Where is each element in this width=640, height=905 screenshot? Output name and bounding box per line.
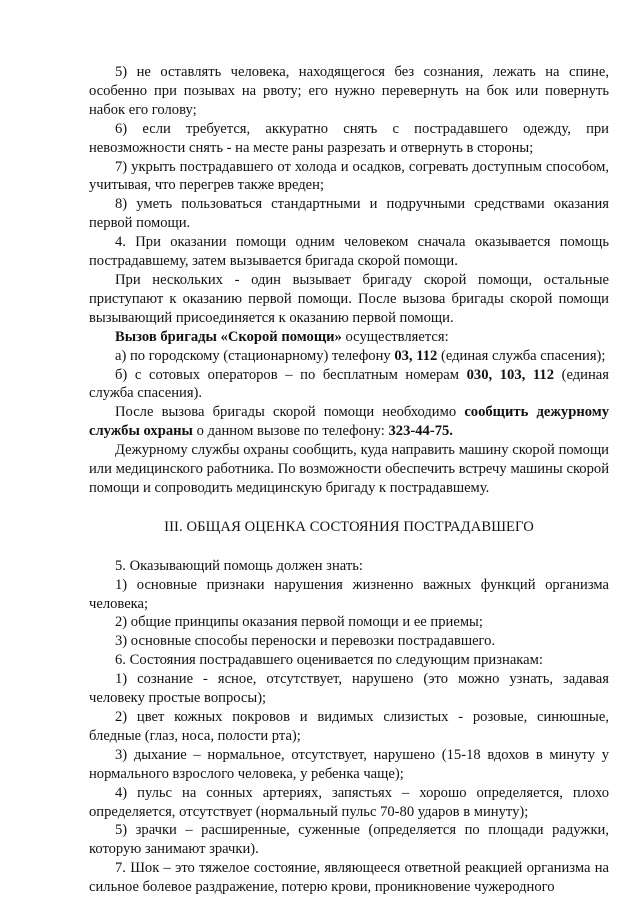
paragraph: 3) дыхание – нормальное, отсутствует, нарушено (15-18 вдохов в минуту у нормального взрослого человека, у ребенка чаще); <box>89 746 609 782</box>
call-city-paragraph <box>89 347 609 366</box>
report-text: После вызова бригады скорой помощи необходимо <box>115 404 465 421</box>
report-phone: 323-44-75. <box>388 423 453 440</box>
paragraph: 2) общие принципы оказания первой помощи и ее приемы; <box>115 614 483 631</box>
document-page <box>89 63 609 897</box>
call-intro-bold: Вызов бригады «Скорой помощи» <box>115 328 342 345</box>
paragraph: 5) не оставлять человека, находящегося без сознания, лежать на спине, особенно при позывах на рвоту; его нужно перевернуть на бок или повернуть набок его голову; <box>89 64 609 118</box>
paragraph: 5. Оказывающий помощь должен знать: <box>115 557 363 574</box>
call-city-text: а) по городскому (стационарному) телефону <box>115 347 395 364</box>
paragraph: 6. Состояния пострадавшего оценивается по следующим признакам: <box>115 652 543 669</box>
call-city-text-end: (единая служба спасения); <box>437 347 606 364</box>
call-mobile-text-end: (единая служба спасения). <box>89 366 609 402</box>
report-paragraph <box>89 403 609 441</box>
paragraph: 8) уметь пользоваться стандартными и подручными средствами оказания первой помощи. <box>89 196 609 232</box>
paragraph: 7) укрыть пострадавшего от холода и осадков, согревать доступным способом, учитывая, что перегрев также вреден; <box>89 158 609 194</box>
paragraph: 4. При оказании помощи одним человеком сначала оказывается помощь пострадавшему, затем вызывается бригада скорой помощи. <box>89 234 609 270</box>
paragraph: 3) основные способы переноски и перевозки пострадавшего. <box>115 633 496 650</box>
report-text-middle: о данном вызове по телефону: <box>192 423 389 440</box>
call-city-numbers: 03, 112 <box>394 347 438 364</box>
call-intro-paragraph <box>89 328 609 347</box>
paragraph: 5) зрачки – расширенные, суженные (определяется по площади радужки, которую занимают зрачки). <box>89 822 609 858</box>
section-heading: III. ОБЩАЯ ОЦЕНКА СОСТОЯНИЯ ПОСТРАДАВШЕГО <box>164 518 534 535</box>
paragraph: 1) основные признаки нарушения жизненно важных функций организма человека; <box>89 576 609 612</box>
paragraph: 4) пульс на сонных артериях, запястьях – хорошо определяется, плохо определяется, отсутствует (нормальный пульс 70-80 ударов в минуту); <box>89 784 609 820</box>
call-mobile-text: б) с сотовых операторов – по бесплатным номерам <box>115 366 467 383</box>
paragraph: 1) сознание - ясное, отсутствует, нарушено (это можно узнать, задавая человеку простые вопросы); <box>89 671 609 707</box>
report-bold: сообщить дежурному службы охраны <box>89 404 609 440</box>
paragraph: При нескольких - один вызывает бригаду скорой помощи, остальные приступают к оказанию первой помощи. После вызова бригады скорой помощи вызывающий присоединяется к оказанию первой помощи. <box>89 271 609 326</box>
paragraph: 7. Шок – это тяжелое состояние, являющееся ответной реакцией организма на сильное болевое раздражение, потерю крови, проникновение чужеродного <box>89 860 609 896</box>
call-mobile-numbers: 030, 103, 112 <box>466 366 554 383</box>
call-intro-rest: осуществляется: <box>341 328 449 345</box>
paragraph: Дежурному службы охраны сообщить, куда направить машину скорой помощи или медицинского работника. По возможности обеспечить встречу машины скорой помощи и сопроводить медицинскую бригаду к пострадавшему. <box>89 442 609 496</box>
paragraph: 2) цвет кожных покровов и видимых слизистых - розовые, синюшные, бледные (глаз, носа, полости рта); <box>89 709 609 744</box>
call-mobile-paragraph <box>89 366 609 404</box>
paragraph: 6) если требуется, аккуратно снять с пострадавшего одежду, при невозможности снять - на месте раны разрезать и отвернуть в стороны; <box>89 120 609 156</box>
